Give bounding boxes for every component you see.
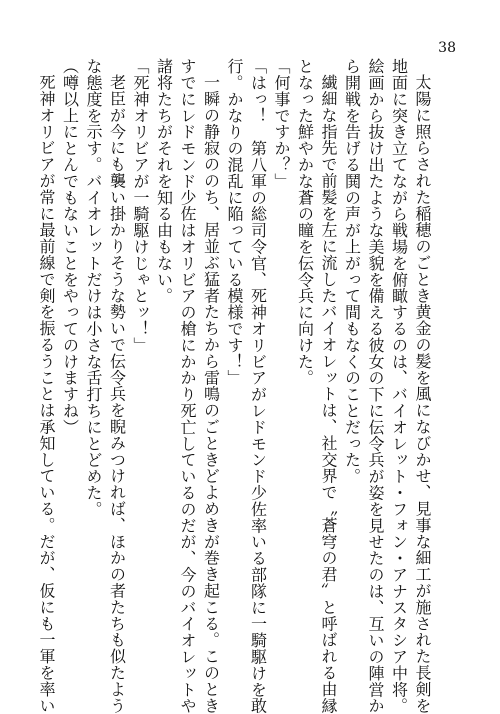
text-line: 地面に突き立てながら戦場を俯瞰するのは、バイオレット・フォン・アナスタシア中将。 [389, 58, 409, 714]
page-number: 38 [438, 40, 456, 56]
text-line: となった鮮やかな蒼の瞳を伝令兵に向けた。 [295, 58, 315, 386]
vertical-text-block [35, 58, 435, 714]
text-line: 「死神オリビアが一騎駆けじゃとッ！」 [131, 58, 150, 354]
text-line: 一瞬の静寂ののち、居並ぶ猛者たちから雷鳴のごときどよめきが巻き起こる。このとき [201, 74, 221, 714]
text-line: 老臣が今にも襲い掛かりそうな勢いで伝令兵を睨みつければ、ほかの者たちも似たよう [107, 74, 127, 714]
text-line: 絵画から抜け出たような美貌を備える彼女の下に伝令兵が姿を見せたのは、互いの陣営か [366, 58, 385, 714]
text-line: ら開戦を告げる鬨の声が上がって間もなくのことだった。 [342, 58, 362, 485]
text-line: 死神オリビアが常に最前線で剣を振るうことは承知している。だが、仮にも一軍を率い [37, 74, 56, 714]
text-line: すでにレドモンド少佐はオリビアの槍にかかり死亡しているのだが、今のバイオレットや [178, 58, 197, 714]
text-line: 「何事ですか？」 [272, 58, 291, 190]
text-line: な態度を示す。バイオレットだけは小さな舌打ちにとどめた。 [84, 58, 103, 518]
text-line: （噂以上にとんでもないことをやってのけますね） [60, 58, 80, 436]
text-line: 太陽に照らされた稲穂のごとき黄金の髪を風になびかせ、見事な細工が施された長剣を [413, 74, 432, 714]
text-line: 諸将たちがそれを知る由もない。 [154, 58, 174, 304]
text-line: 「はっ！ 第八軍の総司令官、死神オリビアがレドモンド少佐率いる部隊に一騎駆けを敢 [248, 58, 268, 714]
text-line: 行。かなりの混乱に陥っている模様です！」 [225, 58, 244, 386]
text-line: 繊細な指先で前髪を左に流したバイオレットは、社交界で〝蒼穹の君〟と呼ばれる由縁 [319, 74, 338, 714]
